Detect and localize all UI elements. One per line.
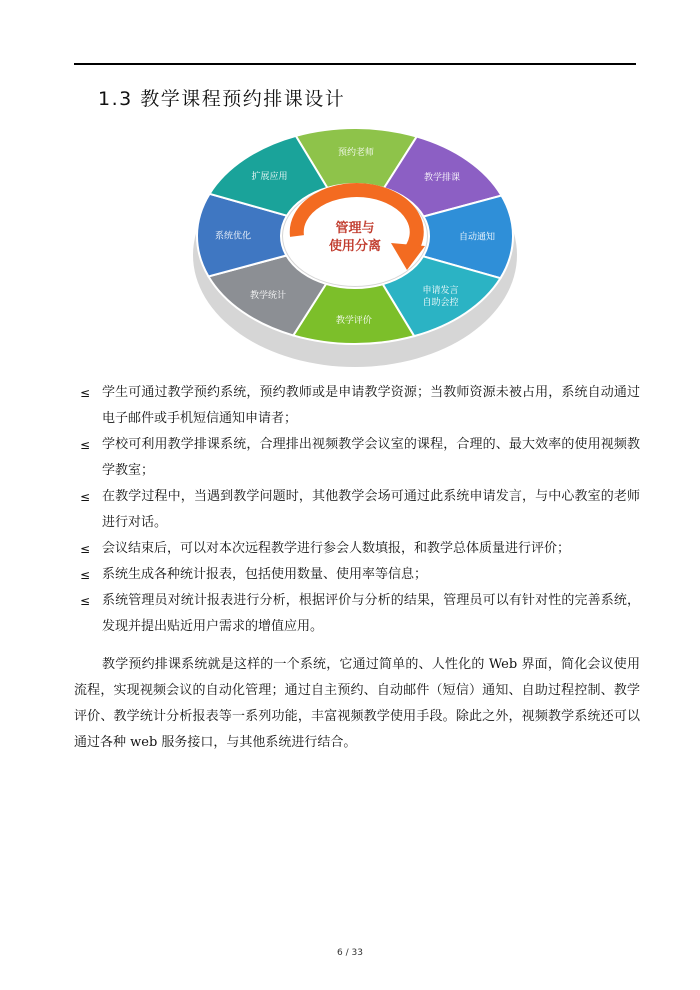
- segment-label: 教学统计: [249, 290, 286, 301]
- list-item: [74, 562, 640, 588]
- list-item: [74, 484, 640, 536]
- page-number: 6 / 33: [337, 948, 363, 958]
- segment-label: 扩展应用: [251, 172, 288, 183]
- list-item-text: 系统管理员对统计报表进行分析，根据评价与分析的结果，管理员可以有针对性的完善系统，发现并提出贴近用户需求的增值应用。: [102, 593, 640, 634]
- section-title: 教学课程预约排课设计: [140, 88, 346, 110]
- list-item: [74, 432, 640, 484]
- summary-paragraph: 教学预约排课系统就是这样的一个系统，它通过简单的、人性化的 Web 界面，简化会议使用流程，实现视频会议的自动化管理；通过自主预约、自动邮件（短信）通知、自助过程控制、教学评价、教学统计分析报表等一系列功能，丰富视频教学使用手段。除此之外，视频教学系统还可以通过各种 web 服务接口，与其他系统进行结合。: [74, 657, 640, 750]
- segment-label: 申请发言自助会控: [422, 285, 459, 308]
- list-item-text: 学生可通过教学预约系统，预约教师或是申请教学资源；当教师资源未被占用，系统自动通过电子邮件或手机短信通知申请者；: [102, 385, 640, 426]
- bullet-marker: ≤: [80, 568, 91, 582]
- list-item-text: 学校可利用教学排课系统，合理排出视频教学会议室的课程，合理的、最大效率的使用视频教学教室；: [102, 437, 640, 478]
- segment-label: 教学评价: [335, 315, 372, 326]
- segment-label: 教学排课: [424, 173, 461, 184]
- header-rule: [74, 63, 636, 65]
- list-item-text: 系统生成各种统计报表，包括使用数量、使用率等信息；: [102, 567, 428, 582]
- feature-list: [74, 380, 640, 640]
- bullet-marker: ≤: [80, 386, 91, 400]
- bullet-marker: ≤: [80, 542, 91, 556]
- segment-label: 预约老师: [338, 148, 375, 159]
- segment-label: 自动通知: [458, 232, 496, 243]
- list-item: [74, 380, 640, 432]
- list-item-text: 会议结束后，可以对本次远程教学进行参会人数填报，和教学总体质量进行评价；: [102, 541, 571, 556]
- list-item: [74, 536, 640, 562]
- list-item: [74, 588, 640, 640]
- bullet-marker: ≤: [80, 490, 91, 504]
- center-label-line-1: 管理与: [335, 221, 375, 236]
- bullet-marker: ≤: [80, 438, 91, 452]
- section-heading: [98, 84, 345, 111]
- management-cycle-diagram: [185, 110, 525, 375]
- segment-label: 系统优化: [214, 231, 252, 242]
- list-item-text: 在教学过程中，当遇到教学问题时，其他教学会场可通过此系统申请发言，与中心教室的老师进行对话。: [102, 489, 640, 530]
- center-label-line-2: 使用分离: [328, 239, 382, 254]
- section-number: 1.3: [98, 88, 133, 110]
- bullet-marker: ≤: [80, 594, 91, 608]
